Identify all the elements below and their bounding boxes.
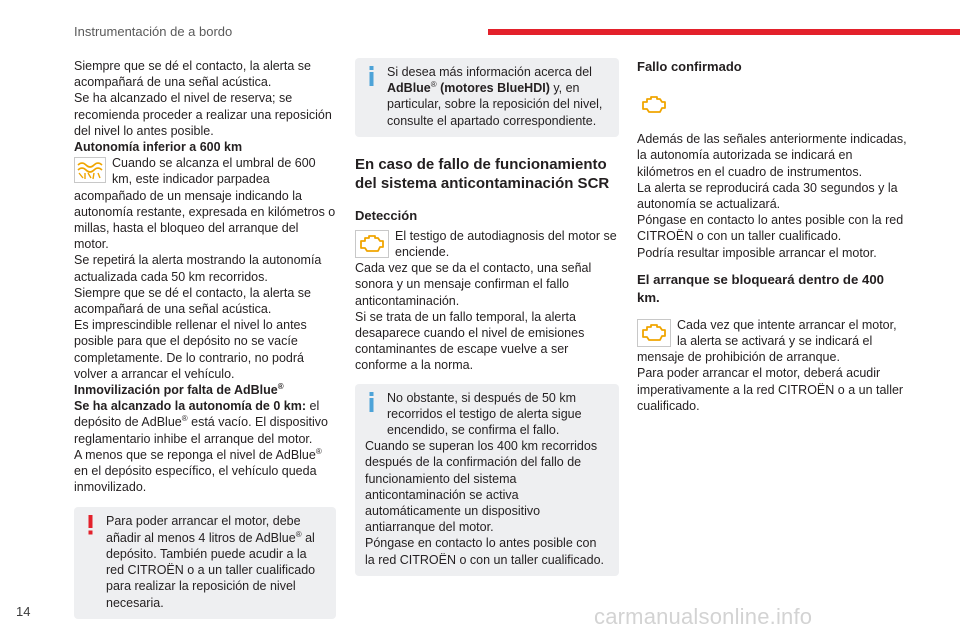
engine-warning-icon bbox=[637, 319, 671, 347]
info-icon bbox=[365, 66, 379, 84]
paragraph: Se repetirá la alerta mostrando la autonomía actualizada cada 50 km recorridos. bbox=[74, 253, 322, 284]
warning-note-box bbox=[74, 507, 336, 618]
engine-warning-icon bbox=[355, 230, 389, 258]
header-title: Instrumentación de a bordo bbox=[74, 24, 233, 39]
info-text: Si desea más información acerca del AdBlue® (motores BlueHDI) y, en particular, sobre la reposición del nivel, consulte el apartado correspondiente. bbox=[387, 65, 603, 128]
paragraph: Además de las señales anteriormente indicadas, la autonomía autorizada se indicará en kilómetros en el cuadro de instrumentos. bbox=[637, 132, 907, 179]
paragraph: La alerta se reproducirá cada 30 segundos y la autonomía se actualizará. bbox=[637, 180, 898, 212]
info-note-box bbox=[355, 384, 619, 576]
paragraph: Es imprescindible rellenar el nivel lo antes posible para que el depósito no se vacíe completamente. De lo contrario, no podrá volver a arrancar el vehículo. bbox=[74, 318, 307, 381]
info-text: Póngase en contacto lo antes posible con la red CITROËN o con un taller cualificado. bbox=[365, 536, 604, 567]
paragraph: Siempre que se dé el contacto, la alerta se acompañará de una señal acústica. bbox=[74, 285, 311, 317]
watermark: carmanualsonline.info bbox=[594, 604, 813, 629]
paragraph: Póngase en contacto lo antes posible con la red CITROËN o con un taller cualificado. bbox=[637, 213, 904, 244]
adblue-level-icon bbox=[74, 157, 106, 183]
paragraph: Se ha alcanzado el nivel de reserva; se recomienda proceder a realizar una reposición del nivel lo antes posible. bbox=[74, 91, 332, 138]
heading-autonomy-600: Autonomía inferior a 600 km bbox=[74, 140, 243, 155]
paragraph: Cada vez que se da el contacto, una señal sonora y un mensaje confirman el fallo anticontaminación. bbox=[355, 261, 592, 308]
paragraph: A menos que se reponga el nivel de AdBlue® en el depósito específico, el vehículo queda inmovilizado. bbox=[74, 446, 322, 495]
column-1 bbox=[74, 58, 336, 619]
paragraph: Se ha alcanzado la autonomía de 0 km: el depósito de AdBlue® está vacío. El dispositivo reglamentario inhibe el arranque del motor. bbox=[74, 399, 328, 446]
icon-paragraph bbox=[637, 317, 907, 366]
heading-start-block: El arranque se bloqueará dentro de 400 km. bbox=[637, 271, 884, 305]
heading-immobilization: Inmovilización por falta de AdBlue® bbox=[74, 381, 284, 398]
column-2 bbox=[355, 58, 619, 576]
info-text: No obstante, si después de 50 km recorridos el testigo de alerta sigue encendido, se confirma el fallo. bbox=[387, 390, 582, 438]
page-number: 14 bbox=[16, 604, 31, 619]
paragraph: Siempre que se dé el contacto, la alerta se acompañará de una señal acústica. bbox=[74, 59, 311, 90]
header-accent-bar bbox=[488, 29, 960, 35]
paragraph: Podría resultar imposible arrancar el motor. bbox=[637, 245, 877, 260]
section-heading-scr: En caso de fallo de funcionamiento del sistema anticontaminación SCR bbox=[355, 155, 610, 192]
warning-text: Para poder arrancar el motor, debe añadir al menos 4 litros de AdBlue® al depósito. También puede acudir a la red CITROËN o a un taller cualificado para realizar la reposición de nivel necesaria. bbox=[106, 514, 316, 610]
heading-detection: Detección bbox=[355, 207, 418, 223]
info-text: Cuando se superan los 400 km recorridos después de la confirmación del fallo de funcionamiento del sistema anticontaminación se activa automáticamente un dispositivo antiarranque del motor. bbox=[365, 439, 598, 535]
paragraph: Para poder arrancar el motor, deberá acudir imperativamente a la red CITROËN o a un taller cualificado. bbox=[637, 366, 904, 413]
icon-paragraph bbox=[355, 228, 619, 260]
paragraph-text: Cada vez que intente arrancar el motor, la alerta se activará y se indicará el mensaje de prohibición de arranque. bbox=[637, 317, 897, 365]
engine-warning-icon bbox=[637, 91, 907, 123]
heading-confirmed-failure: Fallo confirmado bbox=[637, 59, 742, 74]
column-3 bbox=[637, 58, 907, 414]
paragraph: Si se trata de un fallo temporal, la alerta desaparece cuando el nivel de emisiones contaminantes de escape vuelve a ser conforme a la norma. bbox=[355, 309, 585, 373]
paragraph-text: Cuando se alcanza el umbral de 600 km, este indicador parpadea acompañado de un mensaje indicando la autonomía restante, expresada en kilómetros o millas, hasta el bloqueo del arranque del motor. bbox=[74, 156, 336, 252]
paragraph-text: El testigo de autodiagnosis del motor se enciende. bbox=[395, 228, 617, 260]
exclamation-icon bbox=[84, 515, 98, 535]
icon-paragraph bbox=[74, 155, 336, 252]
info-note-box bbox=[355, 58, 619, 137]
info-icon bbox=[365, 392, 379, 410]
